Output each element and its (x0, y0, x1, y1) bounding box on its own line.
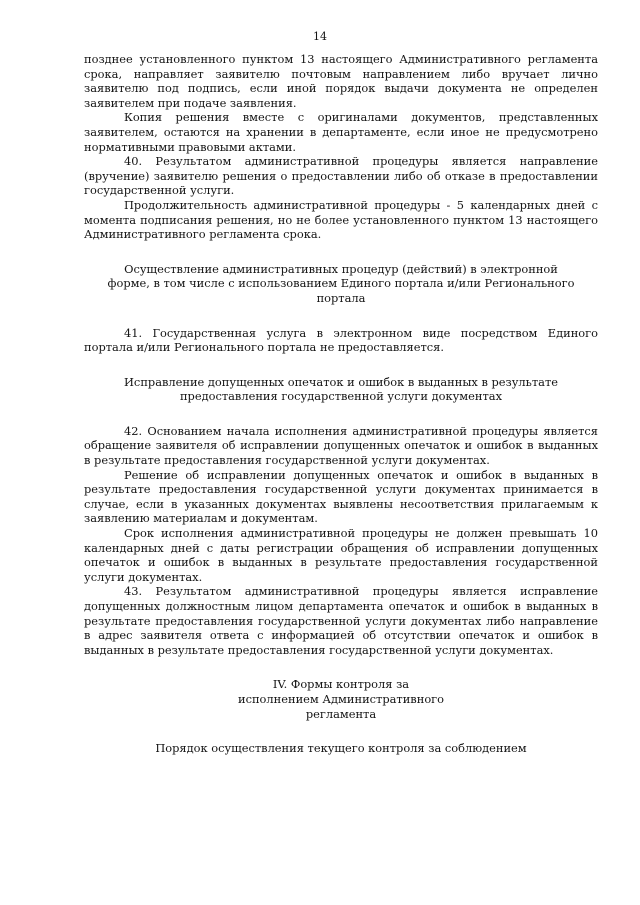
paragraph-correction-decision: Решение об исправлении допущенных опечаток и ошибок в выданных в результате предоставления государственной услуги документах принимается в случае, если в указанных документах выявлены несоответствия прилагаемым к заявлению материалам и документам. (84, 467, 598, 526)
paragraph-duration: Продолжительность административной процедуры - 5 календарных дней с момента подписания решения, но не более установленного пунктом 13 настоящего Административного регламента срока. (84, 197, 598, 242)
section-heading-electronic-form: Осуществление административных процедур (действий) в электронной форме, в том числе с использованием Единого портала и/или Регионального портала (107, 261, 575, 305)
section-heading-corrections: Исправление допущенных опечаток и ошибок в выданных в результате предоставления государственной услуги документах (124, 374, 558, 404)
paragraph-item-40: 40. Результатом административной процедуры является направление (вручение) заявителю решения о предоставлении либо об отказе в предоставлении государственной услуги. (84, 154, 598, 198)
chapter-heading-control-forms: IV. Формы контроля за исполнением Административного регламента (237, 677, 445, 721)
paragraph-correction-deadline: Срок исполнения административной процедуры не должен превышать 10 календарных дней с даты регистрации обращения об исправлении допущенных опечаток и ошибок в выданных в результате предоставления государственной услуги документах. (84, 526, 598, 584)
paragraph-item-41: 41. Государственная услуга в электронном виде посредством Единого портала и/или Регионального портала не предоставляется. (84, 325, 598, 355)
page-number: 14 (313, 30, 327, 43)
paragraph-item-42: 42. Основанием начала исполнения административной процедуры является обращение заявителя об исправлении допущенных опечаток и ошибок в выданных в результате предоставления государственной услуги документах. (84, 423, 598, 468)
paragraph-continuation: позднее установленного пунктом 13 настоящего Административного регламента срока, направляет заявителю почтовым направлением либо вручает лично заявителю под подпись, если иной порядок выдачи документа не определен заявителем при подаче заявления. (84, 52, 598, 110)
document-body (84, 52, 598, 756)
paragraph-copy-of-decision: Копия решения вместе с оригиналами документов, представленных заявителем, остаются на хранении в департаменте, если иное не предусмотрено нормативными правовыми актами. (84, 110, 598, 154)
paragraph-item-43: 43. Результатом административной процедуры является исправление допущенных должностным лицом департамента опечаток и ошибок в выданных в результате предоставления государственной услуги документах либо направление в адрес заявителя ответа с информацией об отсутствии опечаток и ошибок в выданных в результате предоставления государственной услуги документах. (84, 584, 598, 657)
section-heading-current-control: Порядок осуществления текущего контроля за соблюдением (155, 741, 527, 756)
